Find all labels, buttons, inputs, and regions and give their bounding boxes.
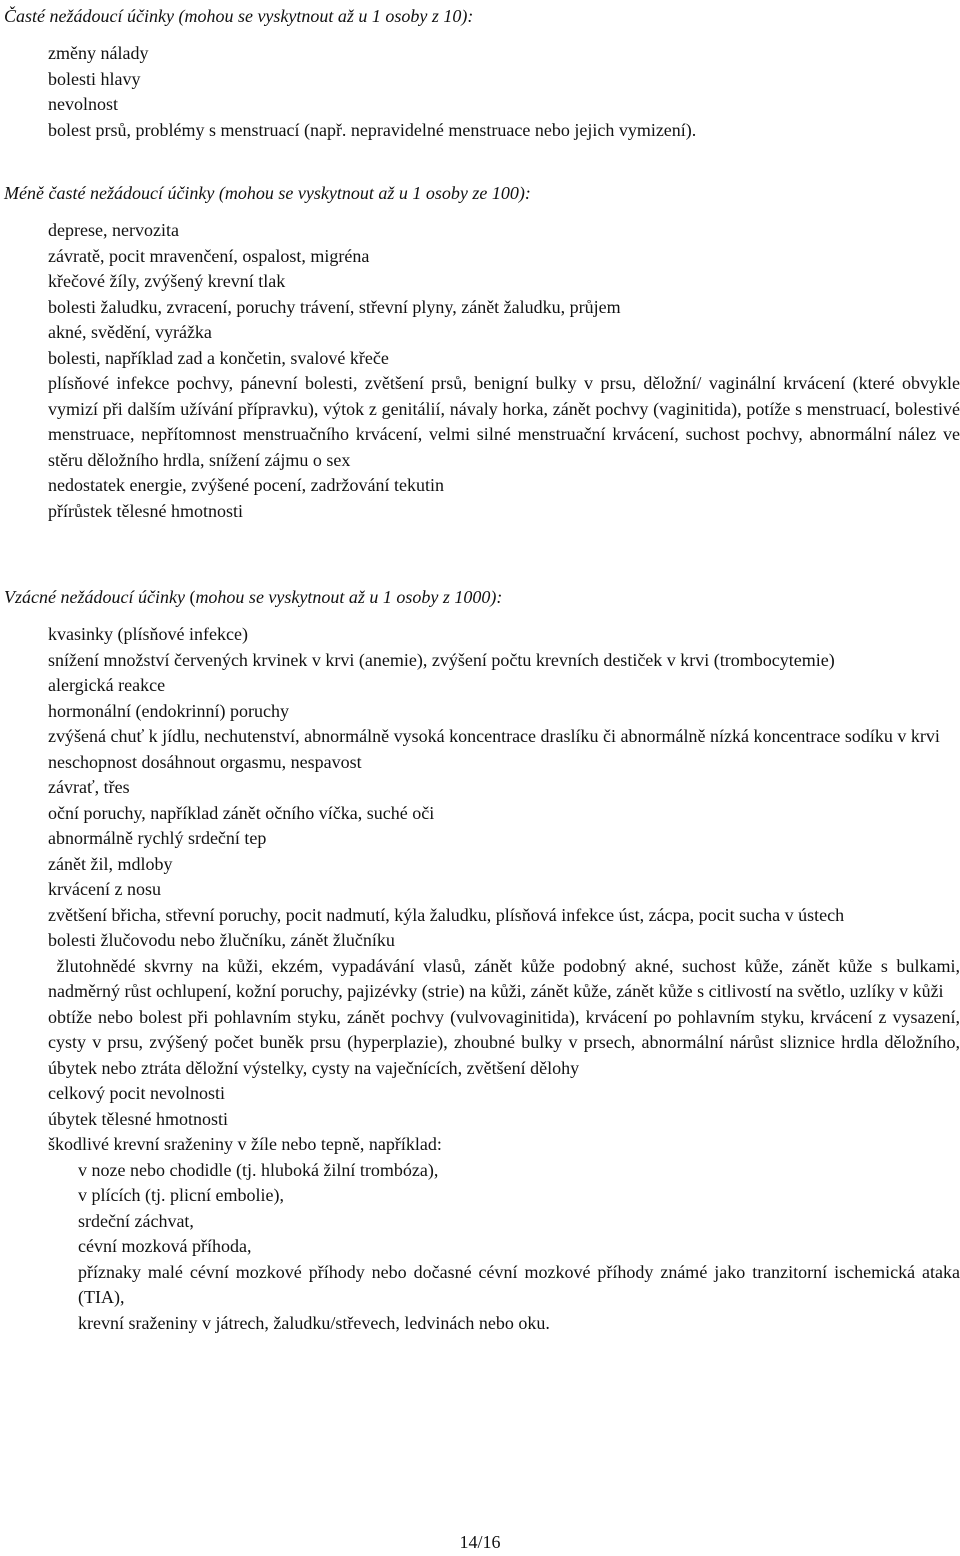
list-item: oční poruchy, například zánět očního víčka, suché oči bbox=[48, 802, 435, 823]
list-item: bolest prsů, problémy s menstruací (např. nepravidelné menstruace nebo jejich vymizení). bbox=[48, 119, 697, 140]
blood-clots-intro: škodlivé krevní sraženiny v žíle nebo tepně, například: bbox=[48, 1134, 442, 1154]
list-item: plísňové infekce pochvy, pánevní bolesti, zvětšení prsů, benigní bulky v prsu, děložní/ vaginální krvácení (které obvykle vymizí při dalším užívání přípravku), výtok z genitálií, návaly horka, zánět pochvy (vaginitida), potíže s menstruací, bolestivé menstruace, nepřítomnost menstruačního krvácení, velmi silné menstruační krvácení, suchost pochvy, abnormální nález ve stěru děložního hrdla, snížení zájmu o sex bbox=[48, 373, 960, 470]
list-item-blood-clots bbox=[48, 1132, 960, 1336]
heading-rare-rest: mohou se vyskytnout až u 1 osoby z 1000): bbox=[195, 587, 503, 607]
heading-rare-paren: ( bbox=[189, 587, 196, 607]
heading-uncommon-side-effects: Méně časté nežádoucí účinky (mohou se vyskytnout až u 1 osoby ze 100): bbox=[4, 183, 531, 203]
list-item: alergická reakce bbox=[48, 675, 166, 695]
heading-rare-side-effects bbox=[4, 585, 954, 611]
sublist-item: krevní sraženiny v játrech, žaludku/střevech, ledvinách nebo oku. bbox=[78, 1312, 550, 1333]
list-item: abnormálně rychlý srdeční tep bbox=[48, 828, 267, 848]
list-item: žlutohnědé skvrny na kůži, ekzém, vypadávání vlasů, zánět kůže podobný akné, suchost kůže, zánět kůže s bulkami, nadměrný růst ochlupení, kožní poruchy, pajizévky (strie) na kůži, zánět kůže, zánět kůže s citlivostí na světlo, uzlíky v kůži bbox=[48, 955, 960, 1001]
heading-rare-part: Vzácné nežádoucí účinky bbox=[4, 587, 190, 607]
list-item: bolesti, například zad a končetin, svalové křeče bbox=[48, 347, 389, 368]
list-item: křečové žíly, zvýšený krevní tlak bbox=[48, 271, 286, 291]
list-common-side-effects bbox=[48, 41, 960, 143]
list-item: bolesti žlučovodu nebo žlučníku, zánět žlučníku bbox=[48, 930, 395, 950]
sublist-item: příznaky malé cévní mozkové příhody nebo dočasné cévní mozkové příhody známé jako tranzitorní ischemická ataka (TIA), bbox=[78, 1261, 960, 1307]
list-item: úbytek tělesné hmotnosti bbox=[48, 1108, 228, 1129]
list-item: závratě, pocit mravenčení, ospalost, migréna bbox=[48, 245, 370, 266]
sublist-item: v plících (tj. plicní embolie), bbox=[78, 1185, 284, 1205]
sublist-item: cévní mozková příhoda, bbox=[78, 1236, 252, 1256]
list-item: přírůstek tělesné hmotnosti bbox=[48, 500, 243, 521]
sublist-item: v noze nebo chodidle (tj. hluboká žilní trombóza), bbox=[78, 1159, 439, 1180]
sublist-item: srdeční záchvat, bbox=[78, 1210, 194, 1231]
list-item: hormonální (endokrinní) poruchy bbox=[48, 700, 289, 721]
list-item: obtíže nebo bolest při pohlavním styku, zánět pochvy (vulvovaginitida), krvácení po pohlavním styku, krvácení z vysazení, cysty v prsu, zvýšený počet buněk prsu (hyperplazie), zhoubné bulky v prsech, abnormální nárůst sliznice hrdla děložního, úbytek nebo ztráta děložní výstelky, cysty na vaječnících, zvětšení dělohy bbox=[48, 1006, 960, 1078]
list-item: zvětšení břicha, střevní poruchy, pocit nadmutí, kýla žaludku, plísňová infekce úst, zácpa, pocit sucha v ústech bbox=[48, 904, 845, 925]
list-item: nedostatek energie, zvýšené pocení, zadržování tekutin bbox=[48, 475, 445, 495]
list-item: krvácení z nosu bbox=[48, 879, 161, 899]
sublist-blood-clots bbox=[48, 1158, 960, 1337]
list-item: bolesti žaludku, zvracení, poruchy trávení, střevní plyny, zánět žaludku, průjem bbox=[48, 296, 621, 317]
list-item: akné, svědění, vyrážka bbox=[48, 322, 212, 342]
list-item: nevolnost bbox=[48, 94, 118, 114]
list-uncommon-side-effects bbox=[48, 218, 960, 524]
list-item: zvýšená chuť k jídlu, nechutenství, abnormálně vysoká koncentrace draslíku či abnormálně nízká koncentrace sodíku v krvi bbox=[48, 726, 940, 746]
list-item: kvasinky (plísňové infekce) bbox=[48, 624, 248, 644]
list-item: zánět žil, mdloby bbox=[48, 853, 173, 874]
heading-common-side-effects: Časté nežádoucí účinky (mohou se vyskytnout až u 1 osoby z 10): bbox=[4, 6, 474, 26]
list-item: závrať, třes bbox=[48, 777, 130, 797]
list-item: změny nálady bbox=[48, 43, 149, 63]
page-number: 14/16 bbox=[459, 1532, 501, 1552]
list-item: deprese, nervozita bbox=[48, 220, 179, 240]
list-item: snížení množství červených krvinek v krvi (anemie), zvýšení počtu krevních destiček v krvi (trombocytemie) bbox=[48, 649, 835, 670]
list-rare-side-effects bbox=[48, 622, 960, 1336]
list-item: neschopnost dosáhnout orgasmu, nespavost bbox=[48, 751, 362, 772]
list-item: celkový pocit nevolnosti bbox=[48, 1083, 225, 1103]
list-item: bolesti hlavy bbox=[48, 68, 141, 89]
